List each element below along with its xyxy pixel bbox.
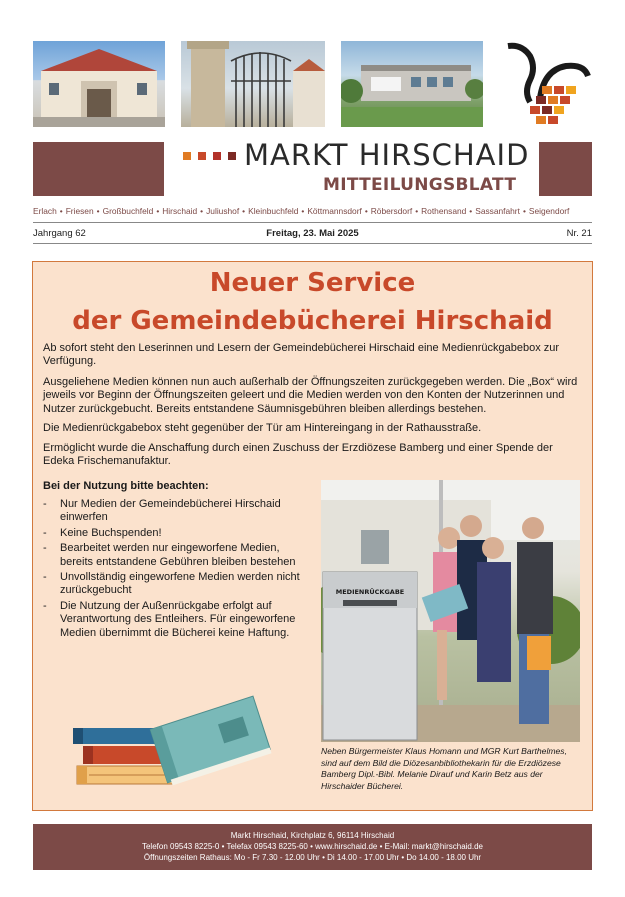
paragraph: Ausgeliehene Medien können nun auch außerhalb der Öffnungszeiten zurückgegeben werden. Die „Box“ wird jeweils vor Beginn der Öffnungszeiten geleert und die Medien werden von den Konten der Nutzerinnen und Nutzer zurückgebucht. Bereits entstandene Säumnisgebühren bleiben allerdings bestehen. <box>43 376 578 415</box>
village-name: Erlach <box>33 206 57 216</box>
footer <box>33 824 592 870</box>
gate-photo <box>181 41 325 127</box>
issue-number: Nr. 21 <box>566 228 592 239</box>
header-accent-bar-left <box>33 142 164 196</box>
village-name: Hirschaid <box>162 206 198 216</box>
separator-dot: • <box>301 206 305 216</box>
village-name: Großbuchfeld <box>102 206 154 216</box>
issue-date: Freitag, 23. Mai 2025 <box>266 228 359 239</box>
village-name: Köttmannsdorf <box>307 206 362 216</box>
list-item: - Keine Buchspenden! <box>43 527 313 540</box>
headline-line-2: der Gemeindebücherei Hirschaid <box>72 306 553 336</box>
village-name: Röbersdorf <box>370 206 413 216</box>
village-name: Seigendorf <box>528 206 570 216</box>
village-name: Kleinbuchfeld <box>248 206 299 216</box>
village-name: Sassanfahrt <box>475 206 520 216</box>
books-illustration <box>69 682 279 794</box>
separator-dot: • <box>364 206 368 216</box>
separator-dot: • <box>200 206 204 216</box>
list-item: - Die Nutzung der Außenrückgabe erfolgt auf Verantwortung des Entleihers. Für eingeworfene Medien übernimmt die Bücherei keine Haftung. <box>43 600 313 640</box>
list-title: Bei der Nutzung bitte beachten: <box>43 480 209 492</box>
list-item: - Nur Medien der Gemeindebücherei Hirschaid einwerfen <box>43 498 313 525</box>
masthead-title: MARKT HIRSCHAID <box>244 138 530 172</box>
separator-dot: • <box>469 206 473 216</box>
headline-line-1: Neuer Service <box>209 268 416 298</box>
hirschaid-logo <box>500 40 594 130</box>
paragraph: Ab sofort steht den Leserinnen und Lesern der Gemeindebücherei Hirschaid eine Medienrückgabebox zur Verfügung. <box>43 342 560 368</box>
paragraph: Die Medienrückgabebox steht gegenüber der Tür am Hintereingang in der Rathausstraße. <box>43 422 482 434</box>
box-label: MEDIENRÜCKGABE <box>335 588 405 596</box>
article-box <box>32 261 593 811</box>
divider <box>33 243 592 244</box>
footer-contact: Telefon 09543 8225-0 • Telefax 09543 8225-60 • www.hirschaid.de • E-Mail: markt@hirschaid.de <box>141 842 483 851</box>
separator-dot: • <box>59 206 63 216</box>
village-name: Juliushof <box>206 206 240 216</box>
photo-caption: Neben Bürgermeister Klaus Homann und MGR Kurt Barthelmes, sind auf dem Bild die Diözesanbibliothekarin für die Erzdiözese Bamberg Dipl.-Bibl. Melanie Dirauf und Karin Betz aus der Hirschaider Bücherei. <box>321 746 567 791</box>
separator-dot: • <box>242 206 246 216</box>
footer-opening-hours: Öffnungszeiten Rathaus: Mo - Fr 7.30 - 12.00 Uhr • Di 14.00 - 17.00 Uhr • Do 14.00 - 18.00 Uhr <box>143 853 482 862</box>
village-name: Rothensand <box>421 206 467 216</box>
divider <box>33 222 592 223</box>
masthead-subtitle: MITTEILUNGSBLATT <box>323 175 517 195</box>
list-item: - Bearbeitet werden nur eingeworfene Medien, bereits entstandene Gebühren bleiben bestehen <box>43 542 313 569</box>
village-list <box>33 206 593 216</box>
separator-dot: • <box>96 206 100 216</box>
decor-square <box>183 152 191 160</box>
separator-dot: • <box>522 206 526 216</box>
decor-square <box>228 152 236 160</box>
separator-dot: • <box>415 206 419 216</box>
header-accent-bar-right <box>539 142 592 196</box>
list-item: - Unvollständig eingeworfene Medien werden nicht zurückgebucht <box>43 571 313 598</box>
decor-square <box>198 152 206 160</box>
paragraph: Ermöglicht wurde die Anschaffung durch einen Zuschuss der Erzdiözese Bamberg und einer Spende der Edeka Frischemanufaktur. <box>43 442 553 468</box>
footer-address: Markt Hirschaid, Kirchplatz 6, 96114 Hirschaid <box>230 831 395 840</box>
school-building-photo <box>341 41 483 127</box>
town-hall-photo <box>33 41 165 127</box>
group-photo <box>321 480 580 742</box>
volume-label: Jahrgang 62 <box>33 228 86 239</box>
usage-rules-list <box>43 498 313 642</box>
separator-dot: • <box>156 206 160 216</box>
decor-square <box>213 152 221 160</box>
village-name: Friesen <box>65 206 94 216</box>
